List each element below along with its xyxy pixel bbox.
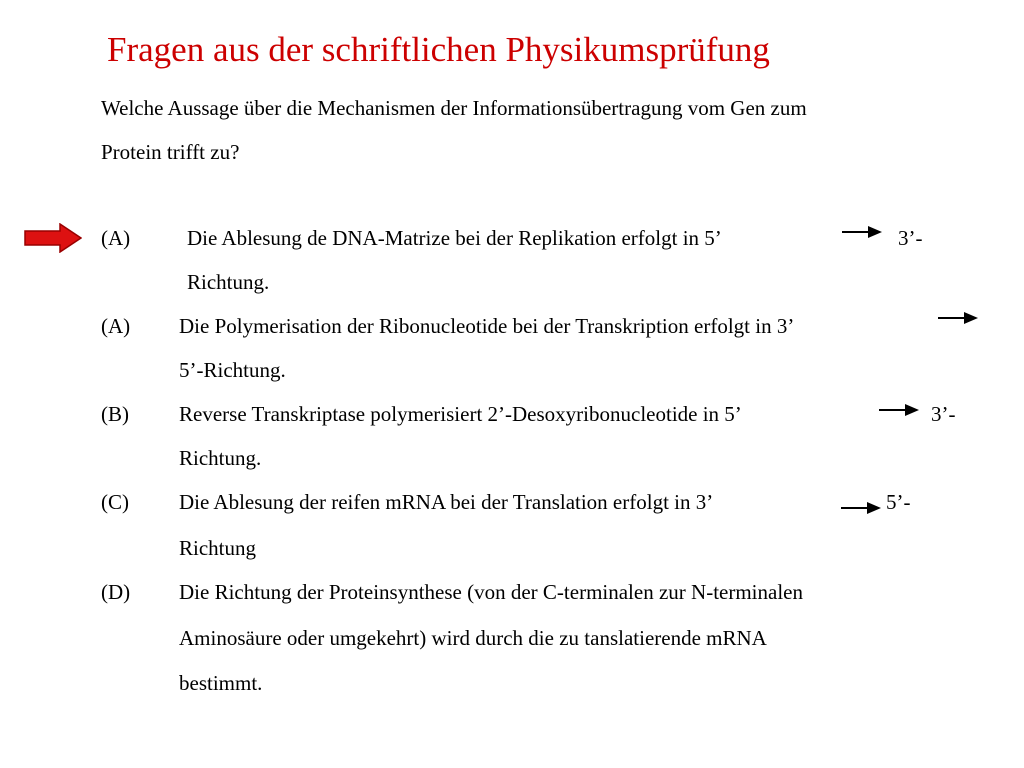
option-a-transcription	[101, 315, 130, 337]
option-text-line-1-end: 5’-	[886, 490, 911, 514]
option-text-line-2: Richtung.	[187, 270, 270, 294]
option-text-line-1: Die Ablesung der reifen mRNA bei der Translation erfolgt in 3’	[179, 490, 714, 514]
option-label: (D)	[101, 580, 131, 604]
option-c-translation	[101, 491, 129, 513]
option-a-replication	[101, 227, 130, 249]
question-line-2: Protein trifft zu?	[101, 140, 240, 164]
option-text-line-1-end: 3’-	[898, 226, 923, 250]
option-b-reverse-transcriptase	[101, 403, 129, 425]
option-text-line-1: Reverse Transkriptase polymerisiert 2’-Desoxyribonucleotide in 5’	[179, 402, 742, 426]
option-text-line-2: Richtung	[179, 536, 256, 560]
direction-arrow-icon	[938, 311, 980, 325]
option-text-line-1: Die Richtung der Proteinsynthese (von der C-terminalen zur N-terminalen	[179, 580, 803, 604]
direction-arrow-icon	[879, 403, 921, 417]
option-text-line-2: 5’-Richtung.	[179, 358, 286, 382]
option-text-line-1: Die Polymerisation der Ribonucleotide bei der Transkription erfolgt in 3’	[179, 314, 795, 338]
option-label: (B)	[101, 402, 129, 426]
option-label: (A)	[101, 226, 131, 250]
option-text-line-1-end: 3’-	[931, 402, 956, 426]
direction-arrow-icon	[842, 225, 884, 239]
correct-answer-pointer-icon	[24, 223, 82, 253]
option-label: (A)	[101, 314, 131, 338]
question-text	[101, 86, 991, 174]
option-label: (C)	[101, 490, 129, 514]
question-line-1: Welche Aussage über die Mechanismen der Informationsübertragung vom Gen zum	[101, 96, 807, 120]
option-text-line-3: bestimmt.	[179, 671, 263, 695]
option-text-line-1: Die Ablesung de DNA-Matrize bei der Replikation erfolgt in 5’	[187, 226, 722, 250]
direction-arrow-icon	[841, 501, 883, 515]
slide-title: Fragen aus der schriftlichen Physikumsprüfung	[107, 30, 770, 69]
option-text-line-2: Richtung.	[179, 446, 262, 470]
option-d-protein-synthesis	[101, 581, 130, 603]
option-text-line-2: Aminosäure oder umgekehrt) wird durch die zu tanslatierende mRNA	[179, 626, 767, 650]
